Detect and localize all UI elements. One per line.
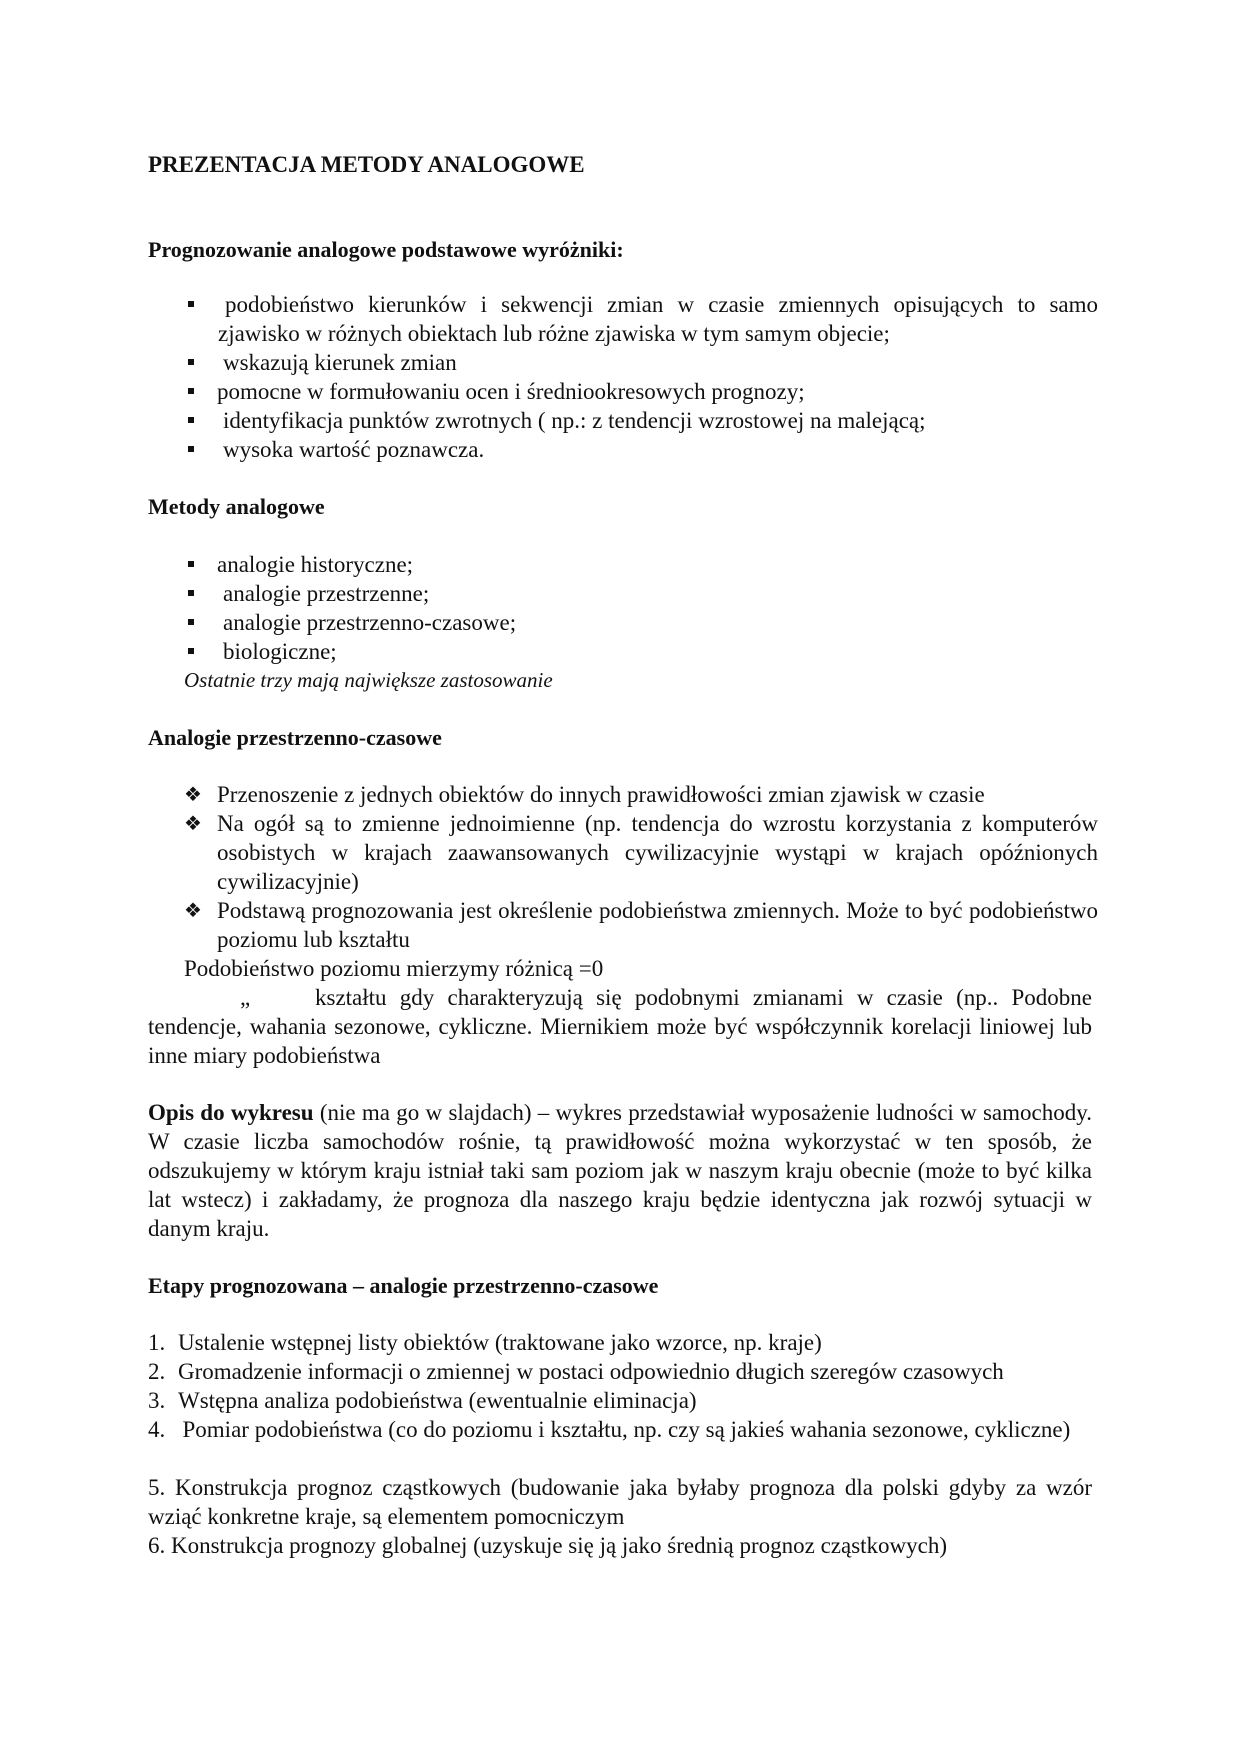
square-bullet-icon (188, 388, 194, 394)
list-item-text: Przenoszenie z jednych obiektów do innych prawidłowości zmian zjawisk w czasie (217, 782, 985, 807)
diamond-bullet-icon: ❖ (184, 782, 202, 806)
list-item-text: identyfikacja punktów zwrotnych ( np.: z tendencji wzrostowej na malejącą; (223, 408, 926, 433)
list-item-text: biologiczne; (223, 639, 337, 664)
item-number: 2. (148, 1359, 166, 1384)
list-item-text: Konstrukcja prognoz cząstkowych (budowanie jaka byłaby prognoza dla polski gdyby za wzór wziąć konkretne kraje, są elementem pomocniczym (148, 1475, 1093, 1529)
item-number: 6. (148, 1533, 166, 1558)
list-item (148, 1386, 1092, 1415)
square-bullet-icon (188, 648, 194, 654)
section-heading-stages: Etapy prognozowana – analogie przestrzenno-czasowe (148, 1273, 659, 1298)
italic-note: Ostatnie trzy mają największe zastosowanie (184, 668, 553, 692)
shape-similarity-line: kształtu gdy charakteryzują się podobnymi zmianami w czasie (np.. Podobne (315, 985, 1092, 1010)
chart-description-paragraph (148, 1098, 1092, 1243)
list-item (148, 1415, 1092, 1444)
list-item-text: Konstrukcja prognozy globalnej (uzyskuje się ją jako średnią prognoz cząstkowych) (171, 1533, 948, 1558)
diamond-bullet-icon: ❖ (184, 898, 202, 922)
list-item-text: Pomiar podobieństwa (co do poziomu i kształtu, np. czy są jakieś wahania sezonowe, cykliczne) (182, 1417, 1071, 1442)
item-number: 1. (148, 1330, 166, 1355)
square-bullet-icon (188, 590, 194, 596)
list-item-text: wskazują kierunek zmian (223, 350, 457, 375)
ditto-mark: „ (240, 985, 251, 1010)
list-item-text: Podstawą prognozowania jest określenie podobieństwa zmiennych. Może to być podobieństwo poziomu lub kształtu (217, 898, 1098, 952)
list-item-text: Wstępna analiza podobieństwa (ewentualnie eliminacja) (178, 1388, 697, 1413)
list-item (148, 1531, 1092, 1560)
square-bullet-icon (188, 446, 194, 452)
list-item-text: analogie historyczne; (217, 552, 414, 577)
item-number: 4. (148, 1417, 166, 1442)
level-similarity-line: Podobieństwo poziomu mierzymy różnicą =0 (184, 956, 604, 981)
section-heading-spatiotemporal: Analogie przestrzenno-czasowe (148, 725, 442, 750)
square-bullet-icon (188, 561, 194, 567)
chart-description-lead: Opis do wykresu (148, 1100, 314, 1125)
list-item-text: pomocne w formułowaniu ocen i średniookresowych prognozy; (217, 379, 805, 404)
chart-description-text: (nie ma go w slajdach) – wykres przedstawiał wyposażenie ludności w samochody. W czasie liczba samochodów rośnie, tą prawidłowość można wykorzystać w ten sposób, że odszukujemy w którym kraju istniał taki sam poziom jak w naszym kraju obecnie (może to być kilka lat wstecz) i zakładamy, że prognoza dla naszego kraju będzie identyczna jak rozwój sytuacji w danym kraju. (148, 1100, 1092, 1241)
square-bullet-icon (188, 359, 194, 365)
item-number: 3. (148, 1388, 166, 1413)
list-item (148, 1357, 1092, 1386)
list-item-text: wysoka wartość poznawcza. (223, 437, 485, 462)
list-item-text: analogie przestrzenno-czasowe; (223, 610, 517, 635)
square-bullet-icon (188, 301, 194, 307)
list-item-text: Ustalenie wstępnej listy obiektów (traktowane jako wzorce, np. kraje) (178, 1330, 822, 1355)
document-title: PREZENTACJA METODY ANALOGOWE (148, 152, 585, 177)
list-item-text: Na ogół są to zmienne jednoimienne (np. tendencja do wzrostu korzystania z komputerów osobistych w krajach zaawansowanych cywilizacyjnie wystąpi w krajach opóźnionych cywilizacyjnie) (217, 811, 1098, 894)
list-item-text: podobieństwo kierunków i sekwencji zmian w czasie zmiennych opisujących to samo zjawisko w różnych obiektach lub różne zjawiska w tym samym objecie; (218, 292, 1098, 346)
list-item-text: Gromadzenie informacji o zmiennej w postaci odpowiednio długich szeregów czasowych (178, 1359, 1004, 1384)
square-bullet-icon (188, 619, 194, 625)
square-bullet-icon (188, 417, 194, 423)
section-heading-methods: Metody analogowe (148, 494, 325, 519)
section-heading-features: Prognozowanie analogowe podstawowe wyróżniki: (148, 237, 624, 262)
list-item-text: analogie przestrzenne; (223, 581, 430, 606)
list-item (148, 1328, 1092, 1357)
diamond-bullet-icon: ❖ (184, 811, 202, 835)
item-number: 5. (148, 1475, 166, 1500)
shape-similarity-continuation: tendencje, wahania sezonowe, cykliczne. Miernikiem może być współczynnik korelacji liniowej lub inne miary podobieństwa (148, 1014, 1092, 1068)
list-item (148, 1473, 1092, 1531)
